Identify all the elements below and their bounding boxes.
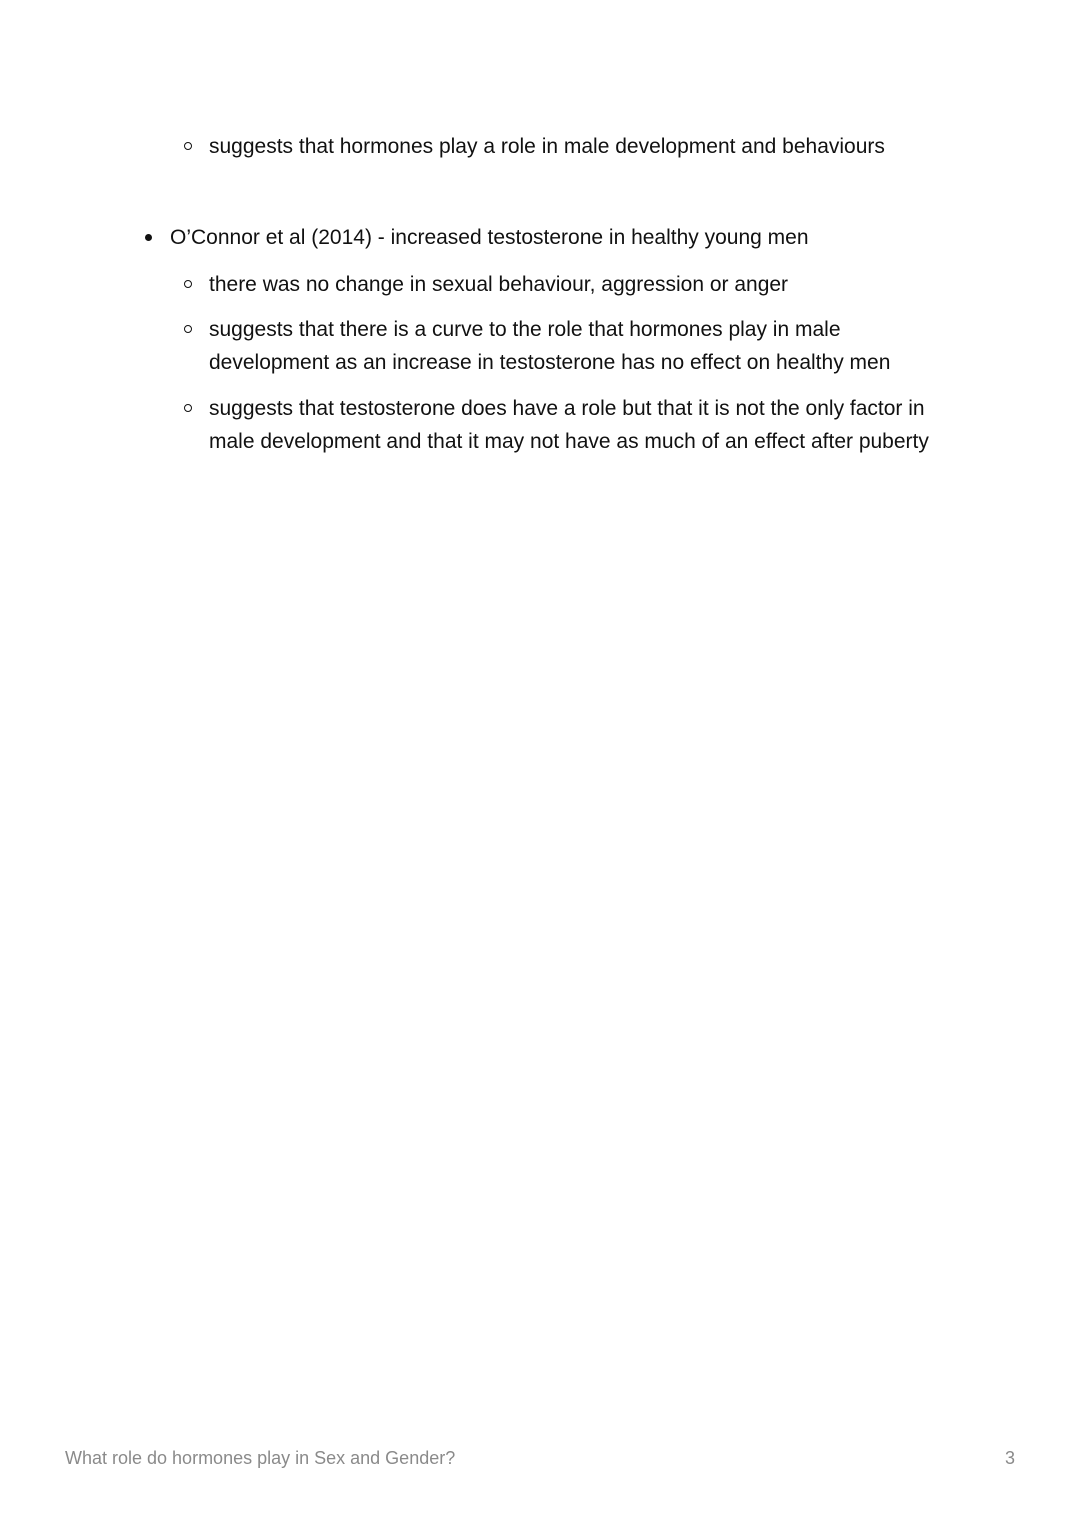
list-item	[170, 221, 950, 254]
hollow-bullet-icon	[184, 325, 192, 333]
list-item	[209, 130, 949, 163]
list-item-text: suggests that testosterone does have a role but that it is not the only factor in male development and that it may not have as much of an effect after puberty	[209, 397, 929, 453]
hollow-bullet-icon	[184, 142, 192, 150]
hollow-bullet-icon	[184, 404, 192, 412]
list-item-text: suggests that there is a curve to the role that hormones play in male development as an increase in testosterone has no effect on healthy men	[209, 318, 891, 374]
list-item-text: there was no change in sexual behaviour, aggression or anger	[209, 273, 789, 296]
list-item-text: suggests that hormones play a role in male development and behaviours	[209, 135, 885, 158]
list-item	[209, 392, 939, 458]
hollow-bullet-icon	[184, 280, 192, 288]
footer-page-number: 3	[1004, 1448, 1015, 1468]
list-item	[209, 313, 929, 379]
footer-document-title: What role do hormones play in Sex and Gender?	[65, 1448, 456, 1468]
list-item	[209, 268, 949, 301]
list-item-text: O’Connor et al (2014) - increased testosterone in healthy young men	[170, 226, 809, 249]
filled-bullet-icon	[145, 234, 152, 241]
